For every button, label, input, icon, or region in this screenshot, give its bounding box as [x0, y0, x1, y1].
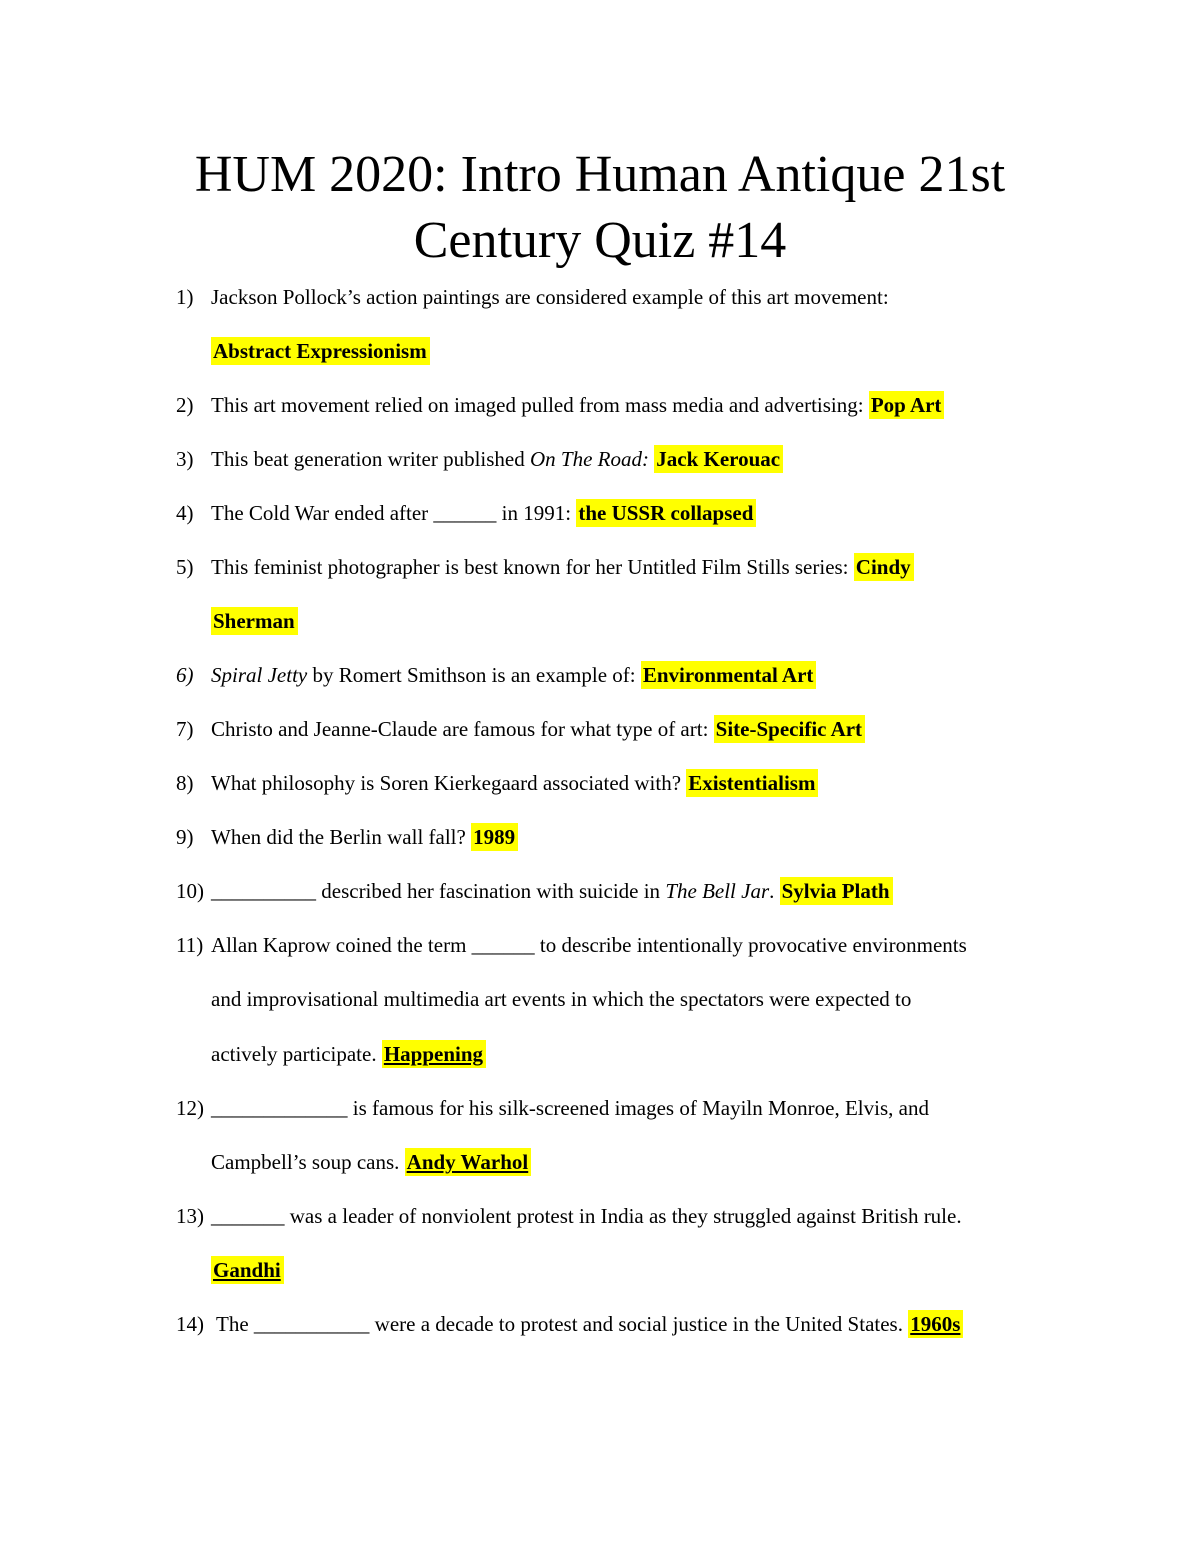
question-text-end: . — [769, 879, 780, 903]
title-line-2: Century Quiz #14 — [413, 212, 787, 269]
question-number: 10) — [176, 879, 204, 903]
question-number: 3) — [176, 447, 194, 471]
answer-highlight: 1989 — [471, 823, 518, 851]
answer-highlight: Sherman — [211, 607, 298, 635]
question-text: and improvisational multimedia art events in which the spectators were expected to — [211, 987, 912, 1011]
question-text: This feminist photographer is best known for her Untitled Film Stills series: — [211, 555, 854, 579]
answer-highlight: 1960s — [908, 1310, 963, 1338]
answer-highlight: Jack Kerouac — [654, 445, 783, 473]
question-number: 2) — [176, 393, 194, 417]
answer-highlight: Sylvia Plath — [780, 877, 893, 905]
answer-highlight: Happening — [382, 1040, 486, 1068]
question-text: Christo and Jeanne-Claude are famous for what type of art: — [211, 717, 714, 741]
answer-highlight: the USSR collapsed — [576, 499, 756, 527]
question-text: _______ was a leader of nonviolent protest in India as they struggled against British rule. — [211, 1204, 962, 1228]
question-text: Campbell’s soup cans. — [211, 1150, 405, 1174]
answer-highlight: Gandhi — [211, 1256, 284, 1284]
book-title: On The Road: — [530, 447, 649, 471]
answer-highlight: Environmental Art — [641, 661, 817, 689]
question-number: 6) — [176, 663, 194, 687]
question-text: When did the Berlin wall fall? — [211, 825, 472, 849]
question-text: Jackson Pollock’s action paintings are considered example of this art movement: — [211, 285, 889, 309]
answer-highlight: Andy Warhol — [405, 1148, 532, 1176]
page-title — [100, 142, 1100, 274]
question-number: 14) — [176, 1312, 204, 1336]
answer-highlight: Pop Art — [869, 391, 945, 419]
question-number: 7) — [176, 717, 194, 741]
answer-highlight: Existentialism — [686, 769, 818, 797]
question-number: 4) — [176, 501, 194, 525]
question-text: This art movement relied on imaged pulled from mass media and advertising: — [211, 393, 869, 417]
question-text: _____________ is famous for his silk-screened images of Mayiln Monroe, Elvis, and — [211, 1096, 929, 1120]
question-number: 8) — [176, 771, 194, 795]
answer-highlight: Cindy — [854, 553, 914, 581]
question-number: 1) — [176, 285, 194, 309]
question-number: 12) — [176, 1096, 204, 1120]
answer-highlight: Abstract Expressionism — [211, 337, 430, 365]
book-title: The Bell Jar — [665, 879, 770, 903]
question-text: __________ described her fascination with suicide in — [211, 879, 666, 903]
question-text: The ___________ were a decade to protest and social justice in the United States. — [216, 1312, 909, 1336]
question-text: actively participate. — [211, 1042, 382, 1066]
question-text: The Cold War ended after ______ in 1991: — [211, 501, 577, 525]
question-number: 13) — [176, 1204, 204, 1228]
question-text: Allan Kaprow coined the term ______ to describe intentionally provocative environments — [211, 933, 967, 957]
title-line-1: HUM 2020: Intro Human Antique 21st — [194, 146, 1006, 203]
question-text: by Romert Smithson is an example of: — [307, 663, 641, 687]
question-number: 9) — [176, 825, 194, 849]
question-text: This beat generation writer published — [211, 447, 530, 471]
answer-highlight: Site-Specific Art — [714, 715, 865, 743]
artwork-title: Spiral Jetty — [211, 663, 308, 687]
question-number: 11) — [176, 933, 204, 957]
question-text: What philosophy is Soren Kierkegaard associated with? — [211, 771, 687, 795]
question-number: 5) — [176, 555, 194, 579]
